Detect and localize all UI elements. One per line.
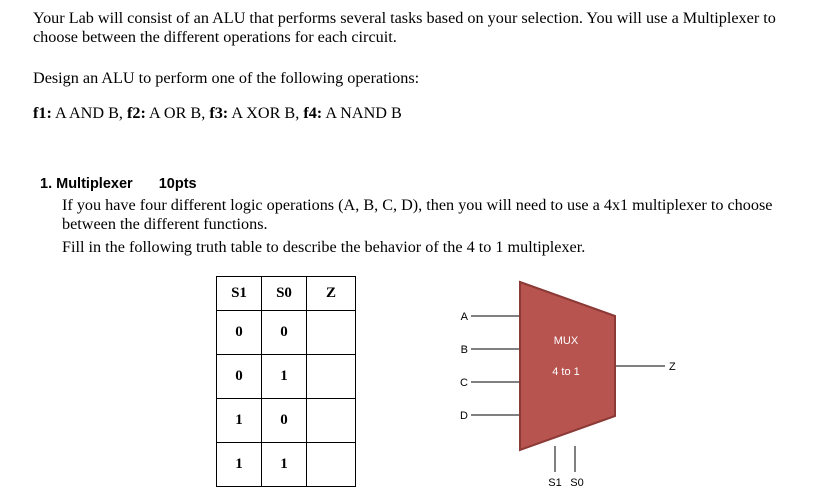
op-text-f3: A XOR B, <box>231 104 300 122</box>
op-label-f1: f1: <box>33 104 52 122</box>
cell-s1: 0 <box>217 355 262 399</box>
cell-s0: 0 <box>262 399 307 443</box>
mux-diagram <box>455 278 690 500</box>
cell-z[interactable] <box>307 443 356 487</box>
op-text-f4: A NAND B <box>325 104 402 122</box>
mux-output-label: Z <box>669 361 676 373</box>
section-number: 1. <box>40 176 53 192</box>
section-heading <box>40 176 197 192</box>
cell-z[interactable] <box>307 399 356 443</box>
section-title: Multiplexer <box>56 176 133 192</box>
cell-s0: 0 <box>262 311 307 355</box>
mux-select-s0-label: S0 <box>570 477 584 489</box>
cell-s0: 1 <box>262 355 307 399</box>
operations-list <box>33 104 402 123</box>
cell-s1: 1 <box>217 443 262 487</box>
section-points: 10pts <box>158 176 197 192</box>
cell-s1: 1 <box>217 399 262 443</box>
op-label-f3: f3: <box>209 104 229 122</box>
intro-paragraph: Your Lab will consist of an ALU that performs several tasks based on your selection. You will use a Multiplexer to choose between the different operations for each circuit. <box>33 9 776 46</box>
cell-s1: 0 <box>217 311 262 355</box>
op-text-f2: A OR B, <box>149 104 206 122</box>
truth-table <box>216 276 356 487</box>
design-instruction: Design an ALU to perform one of the following operations: <box>33 69 420 87</box>
table-row <box>217 311 356 355</box>
header-z: Z <box>307 277 356 311</box>
table-row <box>217 399 356 443</box>
mux-subtitle: 4 to 1 <box>552 366 580 378</box>
table-row <box>217 355 356 399</box>
mux-input-c-label: C <box>460 377 468 389</box>
table-row <box>217 443 356 487</box>
truth-table-header <box>217 277 356 311</box>
op-label-f4: f4: <box>303 104 323 122</box>
mux-select-s1-label: S1 <box>548 477 562 489</box>
header-s1: S1 <box>217 277 262 311</box>
header-s0: S0 <box>262 277 307 311</box>
op-label-f2: f2: <box>127 104 146 122</box>
section-instruction: Fill in the following truth table to describe the behavior of the 4 to 1 multiplexer. <box>62 238 586 256</box>
cell-z[interactable] <box>307 355 356 399</box>
op-text-f1: A AND B, <box>55 104 123 122</box>
mux-input-d-label: D <box>460 410 468 422</box>
cell-z[interactable] <box>307 311 356 355</box>
mux-input-b-label: B <box>460 344 468 356</box>
cell-s0: 1 <box>262 443 307 487</box>
mux-input-a-label: A <box>460 311 468 323</box>
mux-title: MUX <box>553 335 579 347</box>
section-body: If you have four different logic operations (A, B, C, D), then you will need to use a 4x1 multiplexer to choose between the different functions. <box>62 196 773 233</box>
